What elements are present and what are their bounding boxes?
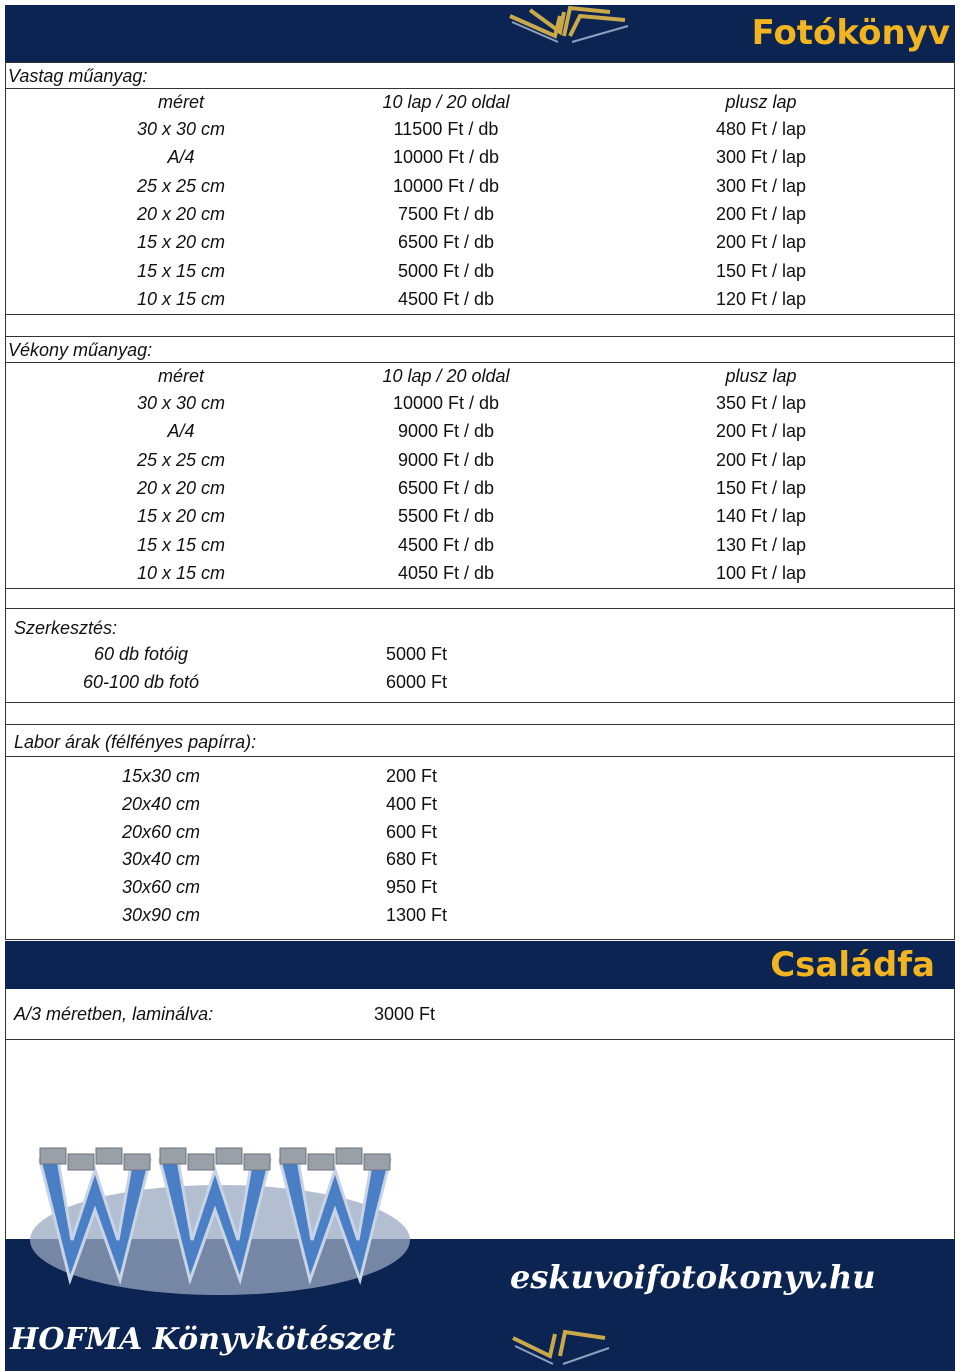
labor-heading: Labor árak (félfényes papírra): [14,732,257,752]
header-title: Fotókönyv [751,13,950,53]
size-cell: A/4 [167,421,195,442]
size-cell: 15 x 15 cm [136,260,226,281]
labor-price-cell: 1300 Ft [386,905,448,925]
csaladfa-title: Családfa [770,945,935,985]
szerk-label-1: 60-100 db fotó [82,672,200,692]
base-price-cell: 11500 Ft / db [393,119,499,139]
labor-price-cell: 200 Ft [386,766,438,786]
vastag-heading: Vastag műanyag: [8,66,148,86]
extra-price-cell: 120 Ft / lap [715,288,807,309]
size-cell: 20 x 20 cm [136,477,226,498]
extra-price-cell: 480 Ft / lap [715,119,807,139]
spacer-row [5,314,955,338]
open-book-icon [500,2,640,58]
logo-block [308,1154,334,1170]
logo-block [244,1154,270,1170]
col-header-base: 10 lap / 20 oldal [382,366,510,386]
size-cell: 30 x 30 cm [136,393,226,413]
base-price-cell: 6500 Ft / db [397,232,495,253]
base-price-cell: 10000 Ft / db [392,147,500,168]
company-text: HOFMA Könyvkötészet [10,1322,396,1357]
logo-block [68,1154,94,1170]
base-price-cell: 4050 Ft / db [397,562,495,583]
extra-price-cell: 300 Ft / lap [715,147,807,168]
logo-block [216,1148,242,1164]
size-cell: 10 x 15 cm [136,288,226,309]
labor-section [5,756,955,940]
www-logo [20,1117,420,1300]
base-price-cell: 7500 Ft / db [397,203,495,224]
base-price-cell: 4500 Ft / db [397,288,495,309]
extra-price-cell: 200 Ft / lap [715,449,807,470]
size-cell: 15 x 15 cm [136,534,226,555]
extra-price-cell: 140 Ft / lap [715,506,807,527]
spacer-row [5,702,955,726]
base-price-cell: 5500 Ft / db [397,506,495,527]
csaladfa-label: A/3 méretben, laminálva: [14,1004,214,1024]
vastag-section [5,62,955,316]
base-price-cell: 5000 Ft / db [397,260,495,281]
size-cell: 10 x 15 cm [136,562,226,583]
base-price-cell: 10000 Ft / db [392,393,500,413]
labor-size-cell: 20x60 cm [121,821,201,842]
labor-size-cell: 30x40 cm [121,849,201,870]
base-price-cell: 9000 Ft / db [397,449,495,470]
size-cell: A/4 [167,147,195,168]
col-header-size: méret [157,366,204,386]
extra-price-cell: 130 Ft / lap [715,534,807,555]
base-price-cell: 4500 Ft / db [397,534,495,555]
csaladfa-price: 3000 Ft [374,1004,436,1024]
labor-heading-row [5,724,955,758]
size-cell: 15 x 20 cm [136,506,226,527]
szerkesztes-heading: Szerkesztés: [14,618,118,638]
logo-block [336,1148,362,1164]
logo-block [160,1148,186,1164]
size-cell: 30 x 30 cm [136,119,226,139]
extra-price-cell: 150 Ft / lap [715,260,807,281]
szerk-price-1: 6000 Ft [386,672,448,692]
extra-price-cell: 150 Ft / lap [715,477,807,498]
labor-size-cell: 30x60 cm [121,877,201,898]
labor-size-cell: 30x90 cm [121,905,201,925]
logo-block [96,1148,122,1164]
logo-block [40,1148,66,1164]
size-cell: 25 x 25 cm [136,449,226,470]
vekony-section [5,336,955,590]
labor-price-cell: 950 Ft [386,877,438,898]
vekony-heading: Vékony műanyag: [8,340,153,360]
size-cell: 20 x 20 cm [136,203,226,224]
labor-size-cell: 20x40 cm [121,793,201,814]
size-cell: 15 x 20 cm [136,232,226,253]
szerkesztes-section [5,608,955,704]
extra-price-cell: 100 Ft / lap [715,562,807,583]
logo-block [188,1154,214,1170]
size-cell: 25 x 25 cm [136,175,226,196]
labor-price-cell: 680 Ft [386,849,438,870]
col-header-extra: plusz lap [725,92,797,112]
extra-price-cell: 350 Ft / lap [715,393,807,413]
labor-price-cell: 400 Ft [386,793,438,814]
extra-price-cell: 200 Ft / lap [715,203,807,224]
base-price-cell: 10000 Ft / db [392,175,500,196]
logo-block [364,1154,390,1170]
logo-block [124,1154,150,1170]
website-text: eskuvoifotokonyv.hu [510,1258,876,1296]
extra-price-cell: 200 Ft / lap [715,421,807,442]
extra-price-cell: 200 Ft / lap [715,232,807,253]
labor-size-cell: 15x30 cm [121,766,201,786]
labor-price-cell: 600 Ft [386,821,438,842]
open-book-icon [505,1326,615,1371]
spacer-row [5,588,955,610]
base-price-cell: 9000 Ft / db [397,421,495,442]
logo-text: WWW [20,1117,66,1134]
szerk-label-0: 60 db fotóig [93,644,189,664]
szerk-price-0: 5000 Ft [386,644,448,664]
col-header-size: méret [157,92,204,112]
csaladfa-row [5,989,955,1040]
col-header-extra: plusz lap [725,366,797,386]
col-header-base: 10 lap / 20 oldal [382,92,510,112]
base-price-cell: 6500 Ft / db [397,477,495,498]
logo-block [280,1148,306,1164]
extra-price-cell: 300 Ft / lap [715,175,807,196]
